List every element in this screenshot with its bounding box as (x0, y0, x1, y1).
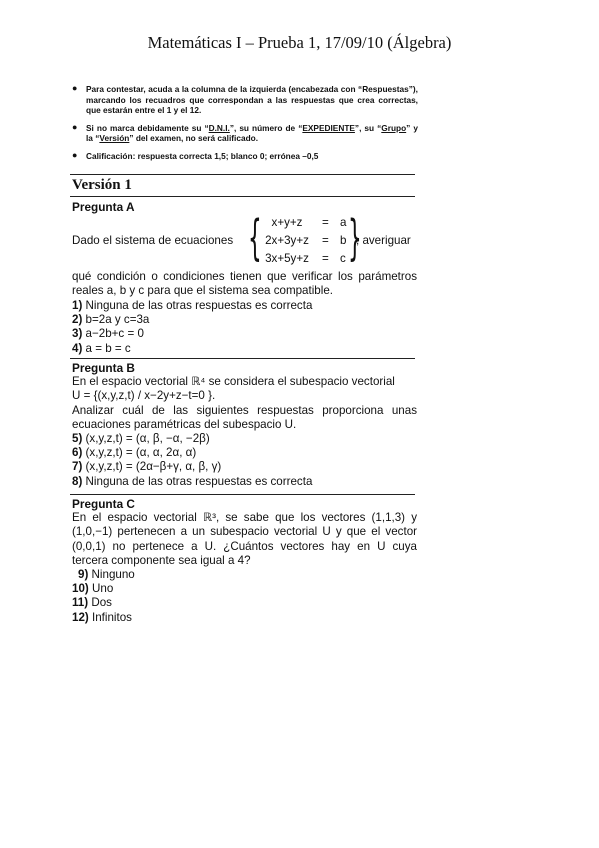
question-c-title: Pregunta C (72, 497, 135, 511)
left-brace-icon: { (248, 210, 262, 266)
answer-option: 11) Dos (72, 596, 112, 610)
question-a-answers (72, 299, 417, 356)
divider (70, 174, 415, 175)
equation-row: 2x+3y+z = b (265, 234, 347, 247)
answer-option: 1) Ninguna de las otras respuestas es correcta (72, 299, 313, 312)
divider (70, 196, 415, 197)
instruction-item: ● Para contestar, acuda a la columna de la izquierda (encabezada con “Respuestas”), marcando los recuadros que correspondan a las respuestas que crea correctas, que estarán entre el 1 y el 12. (72, 83, 418, 116)
answer-option: 6) (x,y,z,t) = (α, α, 2α, α) (72, 446, 197, 460)
equation-system: Dado el sistema de ecuaciones { x+y+z = a 2x+3y+z = b 3x+5y+z = c } , averiguar (72, 210, 411, 266)
version-title: Versión 1 (72, 177, 132, 193)
answer-option: 2) b=2a y c=3a (72, 313, 150, 327)
question-c-text: En el espacio vectorial ℝ³, se sabe que los vectores (1,1,3) y (1,0,−1) pertenecen a un subespacio vectorial U y que el vector (0,0,1) no pertenece a U. ¿Cuántos vectores hay en U cuya tercera componente sea igual a 4? (72, 511, 417, 567)
equation-row: x+y+z = a (271, 216, 347, 229)
right-brace-icon: } (348, 210, 362, 266)
answer-option: 12) Infinitos (72, 610, 132, 624)
question-b (72, 361, 417, 489)
question-a-text: qué condición o condiciones tienen que verificar los parámetros reales a, b y c para que el sistema sea compatible. (72, 270, 417, 298)
answer-option: 8) Ninguna de las otras respuestas es correcta (72, 474, 313, 488)
question-c (72, 497, 417, 625)
question-b-title: Pregunta B (72, 361, 135, 375)
divider (70, 358, 415, 359)
divider (70, 494, 415, 495)
question-b-line: Analizar cuál de las siguientes respuestas proporciona unas ecuaciones paramétricas del subespacio U. (72, 403, 417, 431)
bullet-icon: ● (72, 149, 78, 160)
bullet-icon: ● (72, 83, 78, 93)
equation-row: 3x+5y+z = c (265, 252, 346, 265)
question-b-line: En el espacio vectorial ℝ⁴ se considera el subespacio vectorial (72, 375, 395, 389)
instruction-item: ● Si no marca debidamente su “D.N.I.”, su número de “EXPEDIENTE”, su “Grupo” y la “Versión” del examen, no será calificado. (72, 121, 418, 144)
instruction-item: ● Calificación: respuesta correcta 1,5; blanco 0; errónea –0,5 (72, 149, 319, 161)
page-title: Matemáticas I – Prueba 1, 17/09/10 (Álgebra) (147, 33, 452, 52)
answer-option: 9) Ninguno (78, 568, 135, 582)
answer-option: 10) Uno (72, 582, 114, 596)
instructions-list (72, 84, 418, 169)
bullet-icon: ● (72, 121, 78, 132)
answer-option: 4) a = b = c (72, 341, 131, 355)
question-a-title: Pregunta A (72, 200, 135, 214)
answer-option: 7) (x,y,z,t) = (2α−β+γ, α, β, γ) (72, 460, 222, 474)
question-b-line: U = {(x,y,z,t) / x−2y+z−t=0 }. (72, 389, 216, 403)
answer-option: 3) a−2b+c = 0 (72, 327, 144, 341)
answer-option: 5) (x,y,z,t) = (α, β, −α, −2β) (72, 432, 210, 446)
